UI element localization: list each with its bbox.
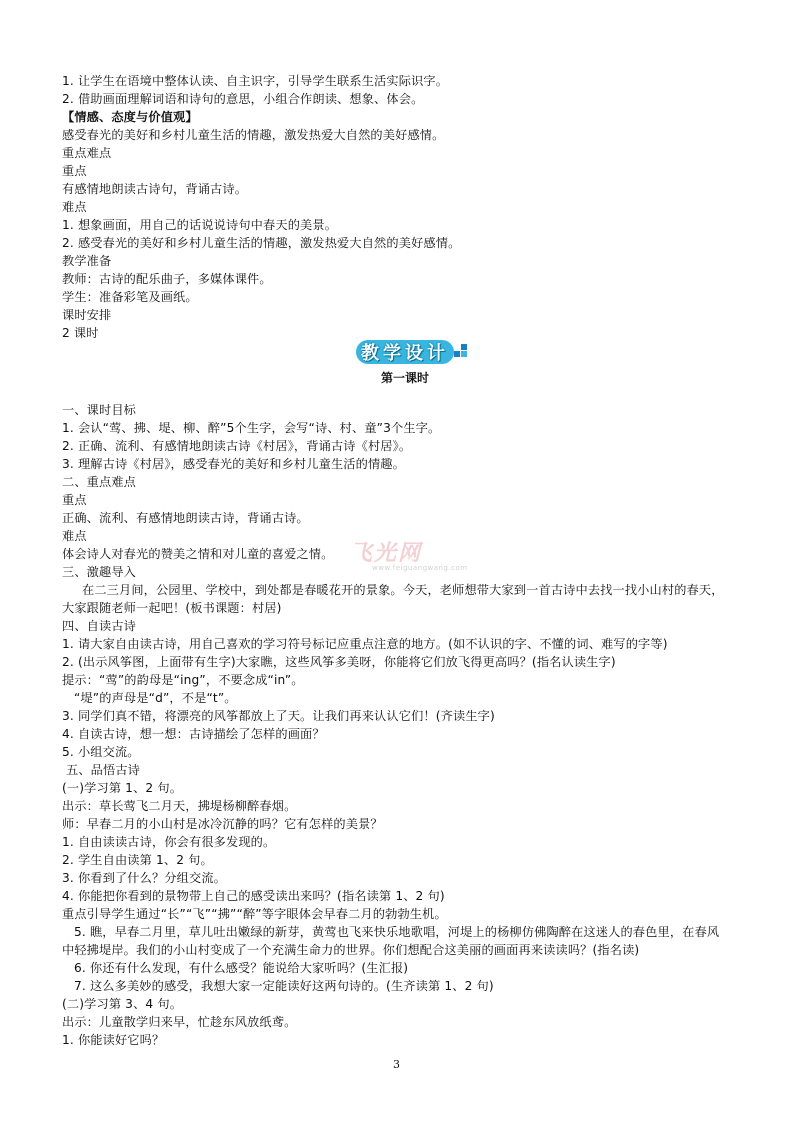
page-number: 3	[393, 1058, 400, 1071]
paragraph-line: 在二三月间，公园里、学校中，到处都是春暖花开的景象。今天，老师想带大家到一首古诗中去找一找小山村的春天，	[82, 583, 724, 597]
section-heading: 重点难点	[62, 146, 112, 160]
section-heading: 课时安排	[62, 308, 112, 322]
section-heading: 四、自读古诗	[62, 619, 137, 633]
subheading: 难点	[62, 200, 87, 214]
text-line: 4. 自读古诗，想一想：古诗描绘了怎样的画面？	[62, 727, 325, 741]
objective-line: 2. 借助画面理解词语和诗句的意思，小组合作朗读、想象、体会。	[62, 92, 424, 106]
paragraph-line: 中轻拂堤岸。我们的小山村变成了一个充满生命力的世界。你们想配合这美丽的画面再来读读吗？(指名读)	[62, 943, 640, 957]
text-line: 1. 自由读读古诗，你会有很多发现的。	[62, 835, 276, 849]
watermark-logo	[350, 536, 500, 576]
text-line: 2. 感受春光的美好和乡村儿童生活的情趣，激发热爱大自然的美好感情。	[62, 236, 461, 250]
subheading: 重点	[62, 493, 87, 507]
text-line: 3. 同学们真不错，将漂亮的风筝都放上了天。让我们再来认认它们！(齐读生字)	[62, 709, 495, 723]
text-line: 2. 正确、流利、有感情地朗读古诗《村居》，背诵古诗《村居》。	[62, 439, 412, 453]
text-line: 3. 你看到了什么？分组交流。	[62, 871, 227, 885]
paragraph-line: 大家跟随老师一起吧！(板书课题：村居)	[62, 601, 282, 615]
text-line: 1. 会认“莺、拂、堤、柳、醉”5个生字，会写“诗、村、童”3个生字。	[62, 421, 441, 435]
section-heading: 五、品悟古诗	[66, 763, 141, 777]
section-heading: 【情感、态度与价值观】	[62, 110, 198, 124]
text-line: 2. (出示风筝图，上面带有生字)大家瞧，这些风筝多美呀，你能将它们放飞得更高吗？(指名认读生字)	[62, 655, 616, 669]
watermark-url: www.feiguangwang.com	[372, 564, 468, 572]
text-line: 4. 你能把你看到的景物带上自己的感受读出来吗？(指名读第 1、2 句)	[62, 889, 445, 903]
text-line: 正确、流利、有感情地朗读古诗，背诵古诗。	[62, 511, 309, 525]
subheading: 难点	[62, 529, 87, 543]
text-line: 重点引导学生通过“长”“飞”“拂”“醉”等字眼体会早春二月的勃勃生机。	[62, 907, 447, 921]
subheading: 重点	[62, 164, 87, 178]
text-line: 师：早春二月的小山村是冰冷沉静的吗？它有怎样的美景？	[62, 817, 383, 831]
subheading: (二)学习第 3、4 句。	[62, 997, 183, 1011]
text-line: 有感情地朗读古诗句，背诵古诗。	[62, 182, 248, 196]
objective-line: 1. 让学生在语境中整体认读、自主识字，引导学生联系生活实际识字。	[62, 74, 449, 88]
text-line: 7. 这么多美妙的感受，我想大家一定能读好这两句诗的。(生齐读第 1、2 句)	[74, 979, 494, 993]
paragraph-line: 5. 瞧，早春二月里，草儿吐出嫩绿的新芽，黄莺也飞来快乐地歌唱，河堤上的杨柳仿佛陶醉在这迷人的春色里，在春风	[74, 925, 720, 939]
section-heading: 一、课时目标	[62, 403, 137, 417]
section-heading: 三、激趣导入	[62, 565, 137, 579]
text-line: 教师：古诗的配乐曲子，多媒体课件。	[62, 272, 272, 286]
text-line: 1. 请大家自由读古诗，用自己喜欢的学习符号标记应重点注意的地方。(如不认识的字、不懂的词、难写的字等)	[62, 637, 668, 651]
text-line: 体会诗人对春光的赞美之情和对儿童的喜爱之情。	[62, 547, 334, 561]
text-line: “堤”的声母是“d”，不是“t”。	[74, 691, 237, 705]
lesson-subtitle: 第一课时	[380, 371, 429, 385]
text-line: 2. 学生自由读第 1、2 句。	[62, 853, 213, 867]
text-line: 1. 你能读好它吗？	[62, 1033, 165, 1047]
section-heading: 教学准备	[62, 254, 112, 268]
text-line: 学生：准备彩笔及画纸。	[62, 290, 198, 304]
text-line: 出示：儿童散学归来早，忙趁东风放纸鸢。	[62, 1015, 297, 1029]
text-line: 1. 想象画面，用自己的话说说诗句中春天的美景。	[62, 218, 338, 232]
text-line: 3. 理解古诗《村居》，感受春光的美好和乡村儿童生活的情趣。	[62, 457, 405, 471]
text-line: 出示：草长莺飞二月天，拂堤杨柳醉春烟。	[62, 799, 297, 813]
squares-icon	[454, 344, 468, 358]
text-line: 感受春光的美好和乡村儿童生活的情趣，激发热爱大自然的美好感情。	[62, 128, 445, 142]
section-heading: 二、重点难点	[62, 475, 137, 489]
text-line: 5. 小组交流。	[62, 745, 140, 759]
subheading: (一)学习第 1、2 句。	[62, 781, 183, 795]
text-line: 提示：“莺”的韵母是“ing”，不要念成“in”。	[62, 673, 304, 687]
text-line: 6. 你还有什么发现，有什么感受？能说给大家听吗？(生汇报)	[74, 961, 409, 975]
text-line: 2 课时	[62, 326, 99, 340]
watermark-text: 飞光网	[350, 541, 423, 566]
banner-title: 教学设计	[361, 343, 449, 364]
